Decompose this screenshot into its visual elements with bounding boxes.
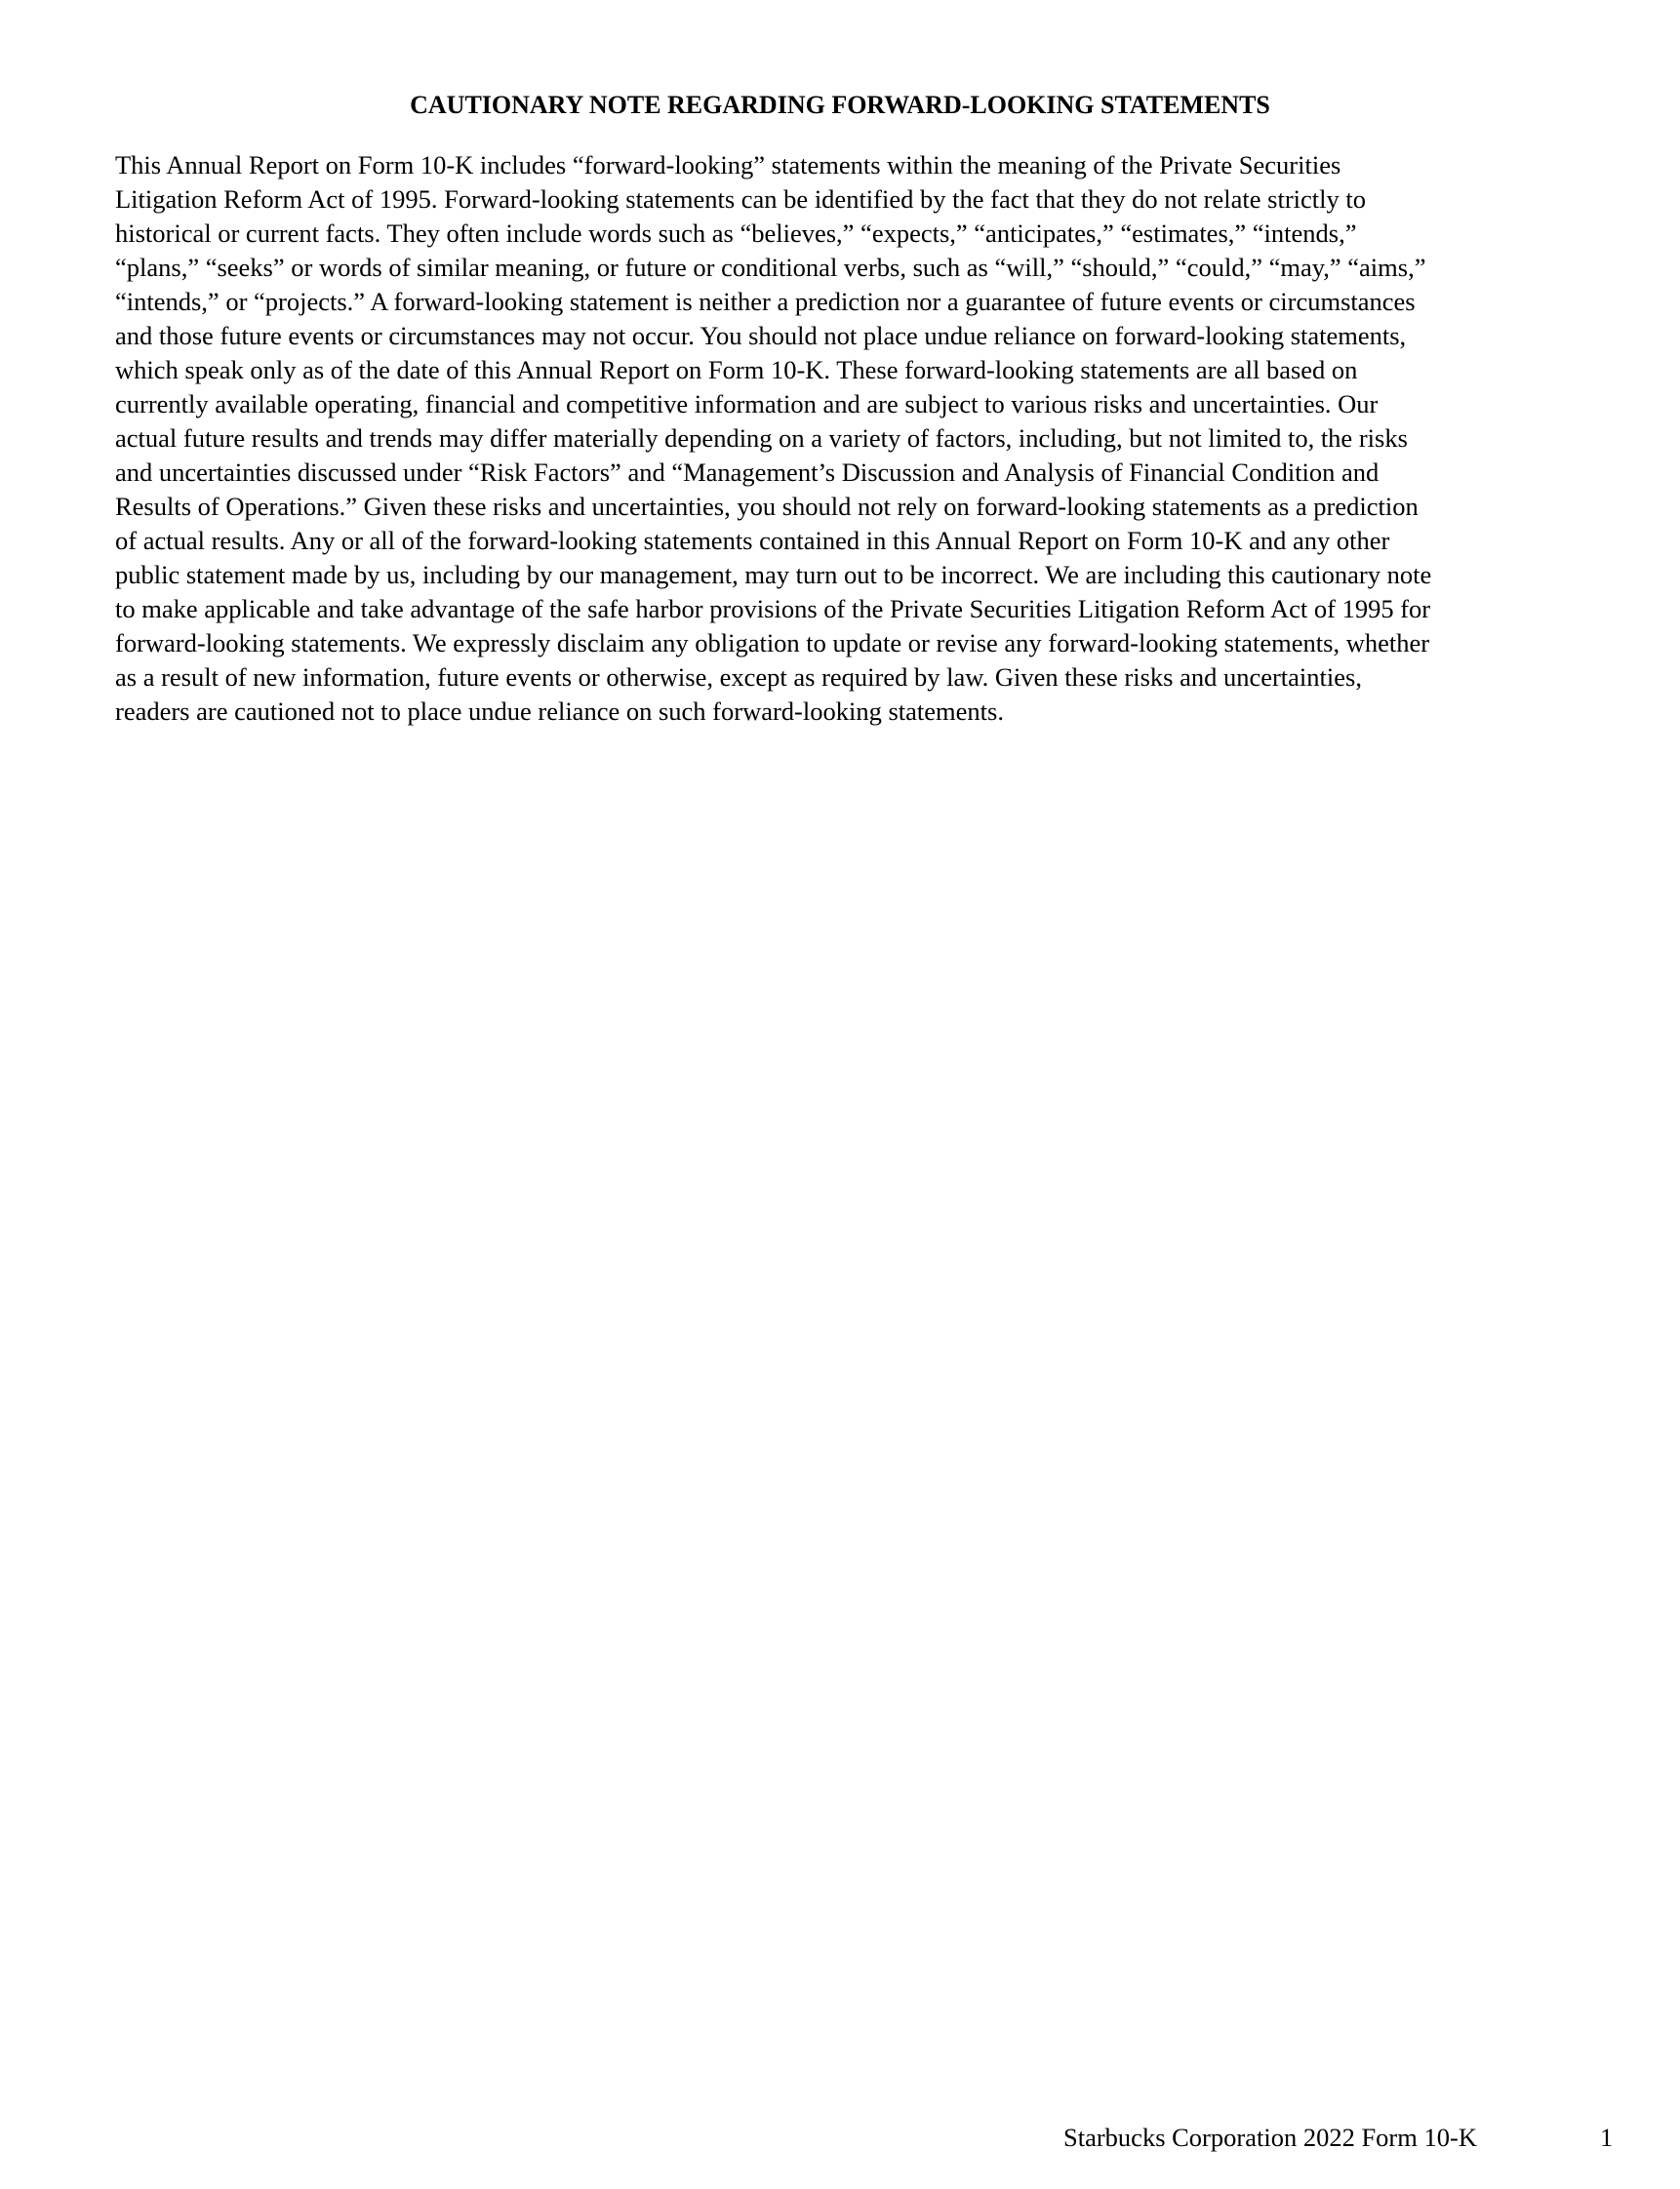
paragraph-line: public statement made by us, including by our management, may turn out to be incorrect. We are including this cautionary note: [115, 560, 1432, 589]
paragraph-line: forward-looking statements. We expressly disclaim any obligation to update or revise any forward-looking statements, whether: [115, 628, 1430, 657]
paragraph-line: “plans,” “seeks” or words of similar meaning, or future or conditional verbs, such as “will,” “should,” “could,” “may,” “aims,”: [115, 253, 1426, 282]
paragraph-line: currently available operating, financial and competitive information and are subject to various risks and uncertainties. Our: [115, 389, 1379, 418]
paragraph-line: “intends,” or “projects.” A forward-looking statement is neither a prediction nor a guarantee of future events or circumstances: [115, 287, 1416, 316]
section-heading: CAUTIONARY NOTE REGARDING FORWARD-LOOKING STATEMENTS: [410, 91, 1270, 119]
footer-title: Starbucks Corporation 2022 Form 10-K: [1063, 2123, 1477, 2152]
paragraph-line: and uncertainties discussed under “Risk Factors” and “Management’s Discussion and Analysis of Financial Condition and: [115, 458, 1380, 487]
paragraph-line: as a result of new information, future events or otherwise, except as required by law. Given these risks and uncertainties,: [115, 662, 1362, 692]
paragraph-line: readers are cautioned not to place undue reliance on such forward-looking statements.: [115, 696, 1004, 726]
paragraph-line: of actual results. Any or all of the forward-looking statements contained in this Annual Report on Form 10-K and any other: [115, 526, 1390, 555]
forward-looking-paragraph: [115, 148, 1579, 729]
page-number: 1: [1600, 2123, 1614, 2152]
paragraph-line: actual future results and trends may differ materially depending on a variety of factors, including, but not limited to, the risks: [115, 423, 1408, 453]
paragraph-line: to make applicable and take advantage of the safe harbor provisions of the Private Securities Litigation Reform Act of 1995 for: [115, 594, 1431, 623]
paragraph-line: This Annual Report on Form 10-K includes “forward-looking” statements within the meaning of the Private Securities: [115, 150, 1341, 179]
paragraph-line: and those future events or circumstances may not occur. You should not place undue reliance on forward-looking statements,: [115, 321, 1407, 350]
paragraph-line: Results of Operations.” Given these risks and uncertainties, you should not rely on forward-looking statements as a prediction: [115, 492, 1419, 521]
paragraph-line: which speak only as of the date of this Annual Report on Form 10-K. These forward-looking statements are all based on: [115, 355, 1358, 384]
paragraph-line: historical or current facts. They often include words such as “believes,” “expects,” “anticipates,” “estimates,” “intends,”: [115, 219, 1357, 248]
paragraph-line: Litigation Reform Act of 1995. Forward-looking statements can be identified by the fact that they do not relate strictly to: [115, 184, 1366, 214]
page-footer: [0, 2121, 1680, 2160]
